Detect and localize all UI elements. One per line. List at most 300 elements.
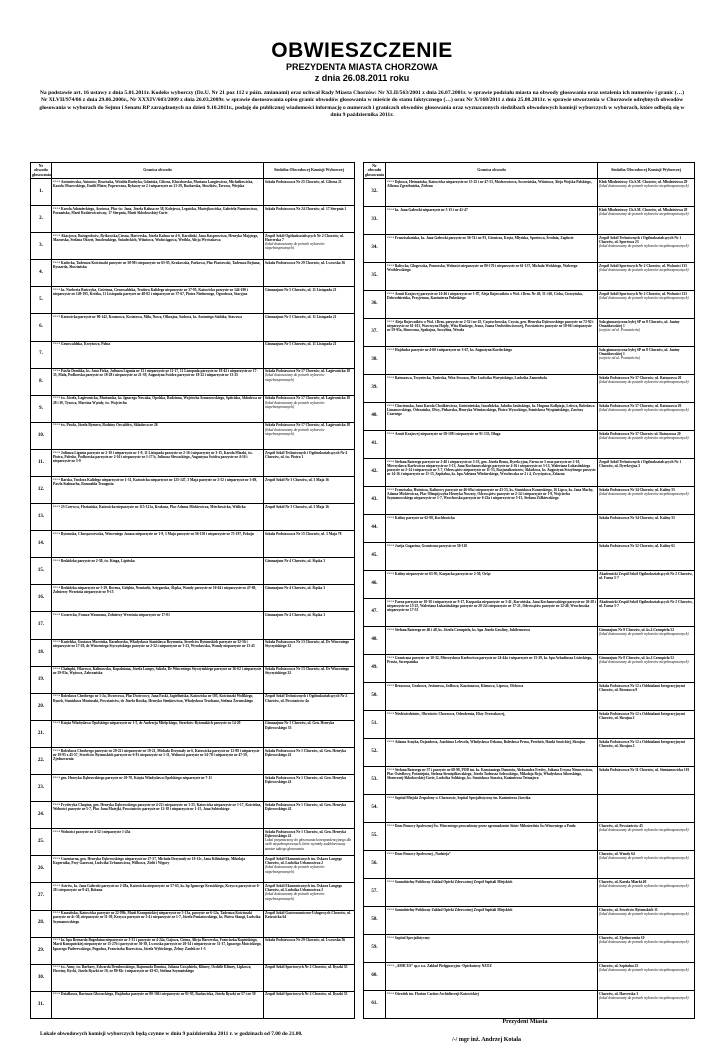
district-boundary-text: Astrów, ks. Jana Gałeczki parzyste nr 2-28a, Katowicka nieparzyste nr 57-65, ks. bp Ignacego Krasickiego, Krzywa parzyste nr 6-28 i nieparzyste nr 9-43, Różana <box>53 884 260 893</box>
district-number: 3. <box>31 233 52 260</box>
district-boundary-cell <box>386 794 598 822</box>
accessibility-note: (lokal dostosowany do potrzeb wyborców niepełnosprawnych) <box>599 295 689 300</box>
district-boundary-text: Wolności parzyste nr 4-52 i nieparzyste 1-45a <box>60 829 131 834</box>
commission-seat-cell <box>264 314 355 341</box>
district-boundary-cell <box>386 934 598 962</box>
table-row <box>31 368 355 395</box>
district-code: UL/C4 <box>53 206 60 210</box>
district-boundary-text: Bolesława Chrobrego nr 1-2a, Dworcowa, Plac Dwórcowy, Jana Faski, Jagiellońska, Katowicka nr 105, Kościuszki Wolfkiego, Rynek, Stanisława Moniuszki, Powstańców, dr Józefa Rostka, Henryka Sienkiewicza, Władysława Truchana, Stefana Żeromskiego <box>53 694 254 703</box>
district-code: UL/C4 <box>53 775 60 779</box>
district-code: UL/C4 <box>387 207 394 211</box>
commission-seat-cell <box>598 878 695 906</box>
district-code: UL/C4 <box>387 179 394 183</box>
district-code: UL/C4 <box>53 558 60 562</box>
district-boundary-text: Jurija Gagarina, Graniczna parzyste nr 50-110 <box>394 543 467 548</box>
commission-seat-cell <box>598 486 695 514</box>
district-boundary-cell <box>52 747 264 774</box>
header-district-number: Nr obwodu głosowania <box>365 162 384 177</box>
district-code: UL/C4 <box>53 802 60 806</box>
commission-seat-address: Zespół Szkół Technicznych i Ogólnokształcących Nr 2 Chorzów, ul. Powstańców 4a <box>265 694 348 703</box>
commission-seat-cell <box>264 558 355 585</box>
commission-seat-cell <box>598 570 695 598</box>
district-number: 35. <box>364 262 386 290</box>
commission-seat-address: Chorzów, ul. Strzelców Bytomskich 11 <box>599 907 658 912</box>
district-number: 28. <box>31 910 52 937</box>
district-boundary-text: ks. Norberta Bończyka, Gościnna, Grunwaldzka, Teodora Kalidego nieparzyste nr 37-95, Katowicka parzyste nr 144-190 i nieparzyste nr 149-195, Krótka, 11 Listopada parzyste nr 48-82 i nieparzyste nr 37-67, Piotra Niedurnego, Ogrodowa, Stacyjna <box>53 287 248 297</box>
district-number: 37. <box>364 318 386 346</box>
commission-seat-address: Chorzów, ul. Wandy 64 <box>599 851 635 856</box>
district-boundary-cell <box>386 206 598 234</box>
commission-seat-address: Zespół Szkół Sportowych Nr 2 Chorzów, ul. Wolności 133 <box>599 291 687 296</box>
accessibility-note: (lokal dostosowany do potrzeb wyborców niepełnosprawnych) <box>599 243 689 248</box>
table-row <box>364 402 695 430</box>
commission-seat-cell <box>264 395 355 422</box>
district-code: UL/C4 <box>53 315 60 319</box>
accessibility-note: (lokal dostosowany do potrzeb wyborców niepełnosprawnych) <box>599 911 689 916</box>
district-boundary-cell <box>386 318 598 346</box>
commission-seat-cell <box>264 964 355 991</box>
accessibility-note: (lokal dostosowany do potrzeb wyborców niepełnosprawnych) <box>265 427 325 436</box>
commission-seat-address: Szkoła Podstawowa Nr 13 Chorzów, ul. Dr Wincentego Styczyńskiego 32 <box>265 640 350 649</box>
commission-seat-address: Akademicki Zespół Szkół Ogólnokształcących Nr 2 Chorzów, ul. Farna 5-7 <box>599 571 693 580</box>
district-code: UL/C4 <box>387 263 394 267</box>
commission-seat-address: Szkoła Podstawowa Nr 37 Chorzów ul. Ratuszowa 20 <box>599 431 681 436</box>
district-boundary-text: Baltycka, Głogowska, Pomorska, Wolności nieparzyste nr 80-176 i nieparzyste nr 61-137, Michała Wolskiego, Walerego Wróblewskiego <box>387 263 578 272</box>
district-code: UL/C4 <box>53 260 60 264</box>
district-number: 12. <box>31 477 52 504</box>
district-boundary-text: Barska, Teodora Kalidego nieparzyste nr 1-31, Katowicka nieparzyste nr 125-147, 3 Maja parzyste nr 2-52 i nieparzyste nr 3-69, Pawła Stalmacha, Romualda Traugutta <box>53 477 258 486</box>
commission-seat-address: Chorzów, ul. Szpitalna 25 <box>599 963 639 968</box>
district-code: UL/C4 <box>53 179 60 183</box>
district-number: 61. <box>364 990 386 1018</box>
district-number: 54. <box>364 794 386 822</box>
district-boundary-cell <box>52 910 264 937</box>
commission-seat-address: Szkoła Podstawowa Nr 34 Chorzów, ul. Kaliny 55 <box>599 515 675 520</box>
accessibility-note: (lokal dostosowany do potrzeb wyborców niepełnosprawnych) <box>599 855 689 860</box>
table-row <box>364 990 695 1018</box>
district-code: UL/C4 <box>53 585 60 589</box>
accessibility-note: (lokal dostosowany do potrzeb wyborców niepełnosprawnych) <box>599 407 689 412</box>
accessibility-note: (lokal dostosowany do potrzeb wyborców niepełnosprawnych) <box>599 827 689 832</box>
commission-seat-cell <box>264 612 355 639</box>
table-row <box>364 178 695 206</box>
commission-seat-cell <box>598 234 695 262</box>
district-number: 58. <box>364 906 386 934</box>
commission-seat-address: Szkoła Podstawowa Nr 37 Chorzów, ul. Ratuszowa 20 <box>599 375 682 380</box>
accessibility-note: (wejście od ul. Powstańców) <box>599 327 641 332</box>
district-boundary-cell <box>52 477 264 504</box>
district-code: UL/C4 <box>53 884 60 887</box>
district-number: 11. <box>31 449 52 476</box>
commission-seat-cell <box>598 402 695 430</box>
district-boundary-cell <box>52 178 264 205</box>
district-number: 49. <box>364 654 386 682</box>
district-code: UL/C4 <box>53 369 60 373</box>
table-row <box>364 262 695 290</box>
district-boundary-cell <box>386 346 598 374</box>
commission-seat-address: Chorzów, ul. Powstańców 45 <box>599 823 643 828</box>
commission-seat-cell <box>264 775 355 802</box>
district-code: UL/C4 <box>387 291 394 295</box>
district-code: UL/C4 <box>53 694 60 698</box>
commission-seat-address: Gimnazjum Nr 5 Chorzów, ul. 11 Listopada 21 <box>265 315 337 320</box>
districts-table-right <box>363 162 695 1019</box>
commission-seat-cell <box>264 287 355 314</box>
district-boundary-cell <box>386 906 598 934</box>
district-boundary-cell <box>52 639 264 666</box>
district-number: 22. <box>31 747 52 774</box>
district-boundary-text: Dom Pomocy Społecznej „Nadzieja” <box>394 851 451 856</box>
district-boundary-text: Stefana Batorego parzyste nr 2-40 i nieparzyste nr 3-33, gen. Józefa Bema, Dyrekcyjna, Farna nr 3 oraz parzyste nr 2-10, Mieczysława Karłowicza nieparzyste nr 3-13, Jana Kochanowskiego parzyste nr 4-16 i nieparzyste nr 3-13, Waleriana Łukasińskiego parzyste nr 2-14 i nieparzyste nr 3-7, Odrowążów nieparzyste nr 11-53, Racjonalizatorów, Składowa, ks. Augustyna Strzybnego parzyste nr 14-16 i nieparzyste nr 11-15, Szpitalna, ks. bpa Adriana Włodarskiego, Wrocławska nr 2 i 4, Zwycięstwa, Żelazna <box>387 459 596 477</box>
commission-seat-cell <box>264 206 355 233</box>
district-boundary-text: Kaliny parzyste nr 62-98, Kochłowicka <box>394 515 455 520</box>
commission-seat-cell <box>598 962 695 990</box>
commission-seat-cell <box>264 937 355 964</box>
district-boundary-cell <box>386 962 598 990</box>
district-boundary-cell <box>386 654 598 682</box>
district-number: 14. <box>31 531 52 558</box>
district-number: 17. <box>31 612 52 639</box>
district-number: 8. <box>31 368 52 395</box>
district-boundary-cell <box>386 850 598 878</box>
commission-seat-cell <box>598 766 695 794</box>
commission-seat-cell <box>598 542 695 570</box>
district-boundary-text: Farna parzyste nr 18-30 i nieparzyste nr 9-17, Karpacka nieparzyste nr 3-41, Karwińska, Jana Kochanowskiego parzyste nr 26-28 i nieparzyste nr 15-25, Walerianа Łukasińskiego parzyste nr 20-24 i nieparzyste nr 17-21, Odrowążów parzyste nr 12-40, Wrocławska nieparzyste nr 17-53 <box>387 599 596 612</box>
district-code: UL/C4 <box>53 911 60 915</box>
district-code: UL/C4 <box>53 748 60 752</box>
district-boundary-text: Karola Adamieckiego, Azotowa, Plac św. Jana, Józefa Kalusa nr 38, Kolejowa, Legnicka, Maciejkowicka, Gabriela Narutowicza, Poznańska, Marii Rodziewiczówny, 17 Sierpnia, Marii Skłodowskiej-Curie <box>53 206 258 215</box>
district-boundary-cell <box>52 883 264 910</box>
district-number: 30. <box>31 964 52 991</box>
commission-seat-cell <box>598 822 695 850</box>
commission-seat-cell <box>264 477 355 504</box>
district-code: UL/C4 <box>53 856 60 860</box>
table-row <box>31 612 355 639</box>
district-code: UL/C4 <box>387 403 394 407</box>
commission-seat-cell <box>598 206 695 234</box>
table-row <box>31 720 355 747</box>
commission-seat-cell <box>264 504 355 531</box>
table-row <box>364 878 695 906</box>
commission-seat-cell <box>598 626 695 654</box>
district-boundary-text: Szpital Miejski Zespolony w Chorzowie, Szpital Specjalistyczny im. Kazimierza Józwika <box>394 795 531 800</box>
document-date: z dnia 26.08.2011 roku <box>314 73 410 83</box>
district-boundary-text: Kaszubska, Katowicka parzyste nr 22-80b, Marii Konopnickiej nieparzyste nr 5-13a, parzyste nr 6-12a, Tadeusza Kościuszki parzyste nr 4c-30, nieparzyste nr 11-39, Krzywa parzyste nr 2-4 i nieparzyste nr 1-7, Józefa Poniatowskiego, ks. Piotra Skargi, Ludwika Szymanowskiego <box>53 911 261 924</box>
commission-seat-address: Zespół Szkół Nr 3 Chorzów, ul. 3 Maja 16 <box>265 477 329 482</box>
district-number: 40. <box>364 402 386 430</box>
district-boundary-text: św. Anny, św. Barbary, Edwarda Dembowskiego, Rajmunda Domina, Juliana Grządziela, Klimey, Ozdolle Klimey, Lipkowa, Hoceiny, Rycki, Józefa Ryszki nr 10, nr 80-82c i nieparzyste nr 63-65, Stefana Szymańskiego <box>53 965 252 974</box>
district-boundary-text: Kaliny nieparzyste nr 63-95, Karpacka parzyste nr 2-50, Orląt <box>394 571 491 576</box>
commission-seat-address: Gimnazjum Nr 8 Chorzów, ul. ks.J.Czempiela 52 <box>599 627 674 632</box>
district-number: 36. <box>364 290 386 318</box>
table-row <box>31 585 355 612</box>
district-code: UL/C4 <box>53 721 60 725</box>
commission-seat-cell <box>264 585 355 612</box>
district-code: UL/C4 <box>387 963 394 967</box>
commission-seat-cell <box>264 233 355 260</box>
district-boundary-text: Brzozowa, Grabowa, Jesionowa, Jodłowa, Kasztanowa, Klonowa, Lipowa, Olchowa <box>394 683 524 688</box>
district-boundary-text: Armii Krajowej parzyste nr 16-46 i nieparzyste nr 1-87, Aleja Bojowników o Wol. i Dem. Nr 49, 51 i 60, Cicha, Cieszyńska, Dobrodzieńska, Przyjemna, Kazimierza Pułaskiego <box>387 291 583 300</box>
table-row <box>31 504 355 531</box>
district-boundary-cell <box>386 738 598 766</box>
district-boundary-cell <box>52 775 264 802</box>
table-row <box>364 542 695 570</box>
district-boundary-cell <box>52 558 264 585</box>
commission-seat-address: Szkoła Podstawowa Nr 29 Chorzów, ul. Lwowska 36 <box>265 938 346 943</box>
commission-seat-address: Szkoła Podstawowa Nr 12 z Oddziałami Integracyjnymi Chorzów, ul. Skrajna 2 <box>599 739 685 748</box>
commission-seat-cell <box>598 178 695 206</box>
district-number: 1. <box>31 178 52 205</box>
district-boundary-text: Bolesława Chrobrego parzyste nr 20-22 i nieparzyste nr 19-21, Michała Drzymały nr 6, Katowicka parzyste nr 12-88 i nieparzyste nr 19-95 z 45-57, Strzelców Bytomskich parzyste nr 6-8 i nieparzyste nr 1-11, Wolności parzyste nr 54-78 i nieparzyste nr 47-59, Zjednoczenia <box>53 748 260 761</box>
signature: /-/ mgr inż. Andrzej Kotala <box>452 1037 522 1043</box>
district-code: UL/C4 <box>387 851 394 855</box>
document-title: OBWIESZCZENIE <box>271 39 453 62</box>
commission-seat-address: Gimnazjum Nr 4 Chorzów, ul. Śląska 3 <box>265 585 326 590</box>
district-boundary-text: Juliusza Ligonia parzyste nr 2-10 i nieparzyste nr 1-9, 11 Listopada parzyste nr 2-16 i nieparzyste nr 3-15, Karola Miarki, św. Piotra, Polesko, Podhorska parzyste nr 2-16 i nieparzyste nr 1-17 b, Juliusza Słowackiego, Augustyna Świdra parzyste nr 4-16 i nieparzyste nr 3-9 <box>53 450 253 463</box>
commission-seat-cell <box>264 747 355 774</box>
district-boundary-text: Niedźwiedziniec, Obrońców Chorzowa, Odrodzenia, Elizy Orzeszkowej, <box>394 711 506 716</box>
table-row <box>31 531 355 558</box>
commission-seat-cell <box>264 260 355 287</box>
district-boundary-text: św. Pawła, Józefa Rymera, Rodziny Oswaldów, Składowa nr 26 <box>60 423 158 428</box>
district-boundary-text: Franciszka, Hutnicza, Kalinowy parzyste nr 46-60a i nieparzyste nr 43-53, ks. Stanisława Konarskiego, 16 Lipca, ks. Jana Machy, Adama Mickiewicza, Plac Olimpijczyka Henryka Nowary, Odrowążów parzyste nr 2-14 i nieparzyste nr 1-9, Wojciecha Szymanowskiego nieparzyste nr 1-7, Wrocławska parzyste nr 6-22a i nieparzyste nr 5-13, Stefana Żółkiewskiego <box>387 487 594 500</box>
accessibility-note: (lokal dostosowany do potrzeb wyborców niepełnosprawnych) <box>599 995 689 1000</box>
district-code: UL/C4 <box>387 627 394 631</box>
commission-seat-cell <box>264 883 355 910</box>
commission-seat-address: Szkoła Podstawowa Nr 34 Chorzów, ul. Kaliny 55 <box>599 487 675 492</box>
commission-seat-address: Szkoła Podstawowa Nr 37 Chorzów, ul. Ratuszowa 20 <box>599 403 682 408</box>
commission-seat-address: Zespół Szkół Technicznych i Ogólnokształcących Nr 4 Chorzów, ul. św. Piotra 1 <box>265 450 348 459</box>
district-boundary-cell <box>386 234 598 262</box>
district-boundary-cell <box>386 486 598 514</box>
district-boundary-text: Graniczna parzyste nr 10-32, Mieczysława Karłowicza parzyste nr 24-44a i nieparzyste nr 15-29, ks. bpa Arkadiusza Lisieckiego, Prosta, Szczepańska <box>387 655 593 664</box>
accessibility-note: (lokal dostosowany do potrzeb wyborców niepełnosprawnych) <box>599 267 689 272</box>
table-row <box>364 822 695 850</box>
district-boundary-text: Szpital Specjalistyczny <box>394 935 430 940</box>
districts-table-left <box>30 162 355 1019</box>
table-row <box>364 206 695 234</box>
table-row <box>31 477 355 504</box>
district-boundary-text: Hajducka parzyste nr 4-60 i nieparzyste nr 3-67, ks. Augustyna Kordeckiego <box>394 347 512 352</box>
district-code: UL/C4 <box>53 965 60 969</box>
commission-seat-address: Szkoła Podstawowa Nr 17 Chorzów, ul. Łagiewnicka 18 <box>265 396 351 401</box>
table-row <box>31 829 355 856</box>
district-code: UL/C4 <box>53 396 60 400</box>
table-row <box>364 934 695 962</box>
district-number: 48. <box>364 626 386 654</box>
accessibility-note: (lokal dostosowany do potrzeb wyborców niepełnosprawnych) <box>599 211 689 216</box>
commission-seat-address: Szkoła Podstawowa Nr 1 Chorzów, ul. Gen. Henryka Dąbrowskiego 41 <box>265 775 346 784</box>
district-code: UL/C4 <box>387 655 394 659</box>
district-boundary-cell <box>52 856 264 883</box>
district-number: 47. <box>364 598 386 626</box>
table-row <box>31 341 355 368</box>
district-boundary-text: Działkowa, Bartosza Głowackiego, Hajducka parzyste nr 80-104 i nieparzyste nr 91-95, Racławicka, Józefa Ryszki nr 57 i nr 59 <box>60 992 256 997</box>
commission-seat-address: Zespół Szkół Sportowych Nr 2 Chorzów, ul. Ryszki 55 <box>265 965 348 970</box>
district-code: UL/C4 <box>53 992 60 996</box>
accessibility-note: (lokal dostosowany do potrzeb wyborców niepełnosprawnych) <box>265 892 325 901</box>
district-code: UL/C4 <box>387 767 394 771</box>
commission-seat-address: Sala gimnastyczna byłej SP nr 8 Chorzów, ul. Janiny Omańkowskiej 1 <box>599 319 680 328</box>
district-boundary-cell <box>386 710 598 738</box>
table-row <box>31 639 355 666</box>
district-boundary-text: Cmentarna, gen. Henryka Dąbrowskiego nieparzyste nr 27-57, Michała Drzymały nr 10-12c, Jana Kilińskiego, Mikołaja Kopernika, Przy Gazowni, Ludwika Urbanowicza, Wilhowa, Zielii i Wigory <box>53 856 245 866</box>
district-code: UL/C4 <box>387 823 394 827</box>
district-boundary-cell <box>52 720 264 747</box>
district-number: 59. <box>364 934 386 962</box>
district-code: UL/C4 <box>387 991 394 995</box>
commission-seat-address: Szkoła Podstawowa Nr 29 Chorzów, ul. Lwowska 36 <box>265 260 346 265</box>
table-row <box>31 802 355 829</box>
district-number: 56. <box>364 850 386 878</box>
district-boundary-cell <box>52 991 264 1018</box>
district-code: UL/C4 <box>387 711 394 715</box>
district-number: 41. <box>364 430 386 458</box>
document-subtitle: PREZYDENTA MIASTA CHORZOWA <box>286 62 438 72</box>
district-boundary-text: ks. bpa Bernarda Bogedaina nieparzyste nr 3-31 i parzyste nr 4-24a, Gajowa, Górna, Alicja Harcerska, Franciszka Kopińskiego, Marii Konopnickiej nieparzyste nr 15-27b i parzyste nr 30-38, Lwowska parzyste nr 20-34 i nieparzyste nr 31-37, Ignacego Mościckiego, Ignacego Paderewskiego, Pugodna, Franciszka Rozewicza, Józefa Wybickiego, Żelmy Zaulek nr 1-3 <box>53 938 262 951</box>
district-boundary-text: Ośrodek im. Florian Caritas Archidiecezji Katowickiej <box>394 991 479 996</box>
district-boundary-cell <box>52 693 264 720</box>
opening-hours-note: Lokale obwodowych komisji wyborczych będą czynne w dniu 9 października 2011 r. w godzinach od 7.00 do 21.00. <box>40 1031 303 1037</box>
table-row <box>364 850 695 878</box>
district-code: UL/C4 <box>53 640 60 644</box>
commission-seat-address: Szkoła Podstawowa Nr 25 Chorzów, ul. Gliwna 21 <box>265 179 342 184</box>
accessibility-note: (lokal dostosowany do potrzeb wyborców niepełnosprawnych) <box>599 631 689 636</box>
commission-seat-address: Gimnazjum Nr 5 Chorzów, ul. 11 Listopada 21 <box>265 342 337 347</box>
district-boundary-cell <box>52 829 264 856</box>
district-number: 21. <box>31 720 52 747</box>
district-boundary-text: Dębowa, Hetmańska, Katowicka nieparzyste nr 15-25 i nr 47-53, Modrzewiowa, Szczecińska, Wiśniowa, Aleja Wojska Polskiego, Alfonsa Zgrzebnioka, Zielona <box>387 179 592 188</box>
commission-seat-address: Gimnazjum Nr 1 Chorzów, ul. Gen. Henryka Dąbrowskiego 33 <box>265 721 335 730</box>
district-boundary-text: Akacjowa, Bożogrobców, Bytkowska,Ciesna, Harcerska, Józefa Kalusa nr 4-6, Karolinki, Jana Kasprowicza, Henryka Majętego, Mazurska, Stefana Okrzei, Smolenskiego, Śniadeckich, Wiśniowa, Wodociągowa, Wróbla, Alicja Wyciszkowa <box>53 233 259 242</box>
commission-seat-cell <box>598 346 695 374</box>
district-code: UL/C4 <box>387 739 394 743</box>
district-number: 57. <box>364 878 386 906</box>
table-row <box>364 906 695 934</box>
commission-seat-cell <box>598 710 695 738</box>
commission-seat-address: Chorzów, ul. Harcerska 3 <box>599 991 639 996</box>
commission-seat-address: Zespół Szkół Nr 3 Chorzów, ul. 3 Maja 16 <box>265 504 329 509</box>
table-row <box>31 449 355 476</box>
commission-seat-cell <box>264 368 355 395</box>
commission-seat-cell <box>598 906 695 934</box>
commission-seat-address: Szkoła Podstawowa Nr 17 Chorzów, ul. Łagiewnicka 18 <box>265 369 351 374</box>
table-row <box>31 260 355 287</box>
district-code: UL/C4 <box>387 879 394 883</box>
commission-seat-cell <box>598 262 695 290</box>
district-number: 27. <box>31 883 52 910</box>
table-row <box>364 682 695 710</box>
commission-seat-address: Zespół Szkół Gastronomiczno-Usługowych Chorzów, ul. Katowicka 64 <box>265 911 351 920</box>
district-boundary-cell <box>386 458 598 486</box>
district-boundary-text: św. Józefa, Łagiewnicka, Marianska, ks. Ignacego Nowaka, Opolska, Rodzinna, Wojciecha Szmarowskiego, Spiściska, Skłodowa nr 28 i 30, Tyzowa, Marcina Wątuły, św. Wojciecha <box>53 396 262 405</box>
district-boundary-text: Adama Asnyka, Dojazdowa, Joachima Lelewela, Władysława Orkana, Bolesława Prusa, Przelotń, Hanki Sawickiej, Skrajna <box>394 739 585 744</box>
commission-seat-address: Sala gimnastyczna byłej SP nr 8 Chorzów, ul. Janiny Omańkowskiej 1 <box>599 347 680 356</box>
table-row <box>364 598 695 626</box>
table-row <box>364 654 695 682</box>
commission-seat-address: Zespół Szkół Ekonomicznych im. Oskara Langego Chorzów, ul. Ludwika Urbanowicza 2 <box>265 884 343 893</box>
district-number: 23. <box>31 775 52 802</box>
district-code: UL/C4 <box>387 487 394 491</box>
commission-seat-cell <box>264 666 355 693</box>
table-row <box>364 710 695 738</box>
commission-seat-cell <box>264 639 355 666</box>
commission-seat-address: Chorzów, ul. Zjednoczenia 10 <box>599 935 645 940</box>
district-boundary-cell <box>386 570 598 598</box>
accessibility-note: (lokal dostosowany do potrzeb wyborców niepełnosprawnych) <box>265 242 325 251</box>
district-boundary-cell <box>386 626 598 654</box>
district-boundary-text: Aleja Bojowników o Wol. i Dem. parzyste nr 2-52 i nr 45, Częstochowska, Czysta, gen. Henryka Dąbrowskiego parzyste nr 72-92 i nieparzyste nr 61-101, Wawrzyna Hajdy, Wita Hankego, Jesna, Juana Ondwidowiczowej, Powstańców parzyste nr 50-66 i nieparzyste nr 59-95a, Słoneczna, Spokojna, Szczylina, Wesoła <box>387 319 594 332</box>
district-boundary-text: Bytomska, Chrząszczewska, Wincentego Janasa nieparzyste nr 1-9, 3 Maja parzyste nr 56-158 i nieparzyste nr 75-197, Pokoju <box>60 531 254 536</box>
table-row <box>31 395 355 422</box>
district-number: 53. <box>364 766 386 794</box>
district-boundary-text: Beskidzka parzyste nr 2-38, św. Kinga, Lipińska <box>60 558 135 563</box>
district-code: UL/C4 <box>387 599 394 603</box>
district-number: 25. <box>31 829 52 856</box>
district-boundary-cell <box>386 822 598 850</box>
districts-tables <box>30 162 694 1014</box>
header-commission-seat: Siedziba Obwodowej Komisji Wyborczej <box>598 163 695 179</box>
district-code: UL/C4 <box>53 829 60 833</box>
district-boundary-cell <box>386 542 598 570</box>
district-boundary-cell <box>386 262 598 290</box>
commission-seat-address: Szkoła Podstawowa Nr 17 Chorzów, ul. Łagiewnicka 18 <box>265 423 351 428</box>
district-number: 20. <box>31 693 52 720</box>
district-boundary-text: Grunwaldzka, Krzyżowa, Polna <box>60 342 111 347</box>
commission-seat-cell <box>598 514 695 542</box>
district-boundary-cell <box>52 504 264 531</box>
district-boundary-text: ks. Jana Gałeczki nieparzyste nr 5-15 i nr 41-47 <box>394 207 468 212</box>
header-commission-seat: Siedziba Obwodowej Komisji Wyborczej <box>264 163 355 179</box>
commission-seat-cell <box>598 458 695 486</box>
district-boundary-cell <box>52 666 264 693</box>
table-row <box>31 287 355 314</box>
district-boundary-text: „AMICUS” sp.z o.o. Zakład Pielęgnacyjno -Opiekuńczy NZOZ <box>394 963 492 968</box>
accessibility-note: (lokal dostosowany do potrzeb wyborców niepełnosprawnych) <box>265 373 325 382</box>
district-number: 29. <box>31 937 52 964</box>
district-code: UL/C4 <box>387 571 394 575</box>
table-row <box>31 775 355 802</box>
commission-seat-cell <box>598 430 695 458</box>
district-number: 38. <box>364 346 386 374</box>
district-number: 7. <box>31 341 52 368</box>
district-boundary-text: Chociemska, Jana Karola Chodkiewicza, Gnieźnieńska, Inwalidzka, Jakuba Jasińskiego, ks. Hugona Kołłątaja, Lelewa, Bolesława Limanowskiego, Odrzańska, Olwy, Piekarska, Henryka Wieniawskiego, Piotra Wysockiego, Stanisława Wyspiańskiego, Zawiszy Czarnego <box>387 403 595 416</box>
commission-seat-address: Szkoła Podstawowa Nr 1 Chorzów, ul. Gen. Henryka Dąbrowskiego 41 <box>265 829 346 839</box>
district-boundary-text: Dom Pomocy Społecznej Św. Wincentego prowadzony przez zgromadzenie Sióstr Miłosierdzia Św.Wincentego a Paulo <box>394 823 576 828</box>
district-number: 50. <box>364 682 386 710</box>
district-boundary-text: 23 Czerwca, Floriańska, Katowicka nieparzyste nr 115-121a, Krakusa, Plac Adama Mickiewicza, Miechowicka, Wiślicka <box>60 504 246 509</box>
accessibility-note: (lokal dostosowany do potrzeb wyborców niepełnosprawnych) <box>599 183 689 188</box>
district-number: 39. <box>364 374 386 402</box>
table-header-row <box>31 163 355 179</box>
commission-seat-address: Zespół Szkół Sportowych Nr 2 Chorzów, ul. Ryszki 55 <box>265 992 348 997</box>
legal-basis-paragraph: Na podstawie art. 16 ustawy z dnia 5.01.2011r. Kodeks wyborczy (Dz.U. Nr 21 poz 112 z późn. zmianami) oraz uchwał Rady Miasta Chorzów: Nr XLII/563/2001 z dnia 26.07.2001r. w sprawie podziału miasta na obwody głosowania oraz ustalenia ich numerów i granic (…) Nr XLVII/974/06 z dnia 29.06.2006r., Nr XXXIV/603/2009 z dnia 26.03.2009r. w sprawie dostosowania opisu granic obwodów głosowania w mieście do stanu faktycznego (…) oraz Nr X/168/2011 z dnia 25.08.2011r. w sprawie utworzenia w Chorzowie odrębnych obwodów głosowania w wyborach do Sejmu i Senatu RP zarządzonych na dzień 9.10.2011r., podaję do publicznej wiadomości informację o numerach i granicach obwodów głosowania oraz wyznaczonych siedzibach obwodowych komisji wyborczych w wyborach, które odbędą się w dniu 9 października 2011r. <box>39 90 685 119</box>
table-row <box>31 747 355 774</box>
district-number: 24. <box>31 802 52 829</box>
table-row <box>364 514 695 542</box>
district-boundary-cell <box>52 206 264 233</box>
table-row <box>31 558 355 585</box>
commission-seat-address: Gimnazjum Nr 4 Chorzów, ul. Śląska 3 <box>265 558 326 563</box>
commission-seat-address: Klub Młodzieżowy Ch.S.M. Chorzów, ul. Młodzieżowa 29 <box>599 207 688 212</box>
district-code: UL/C4 <box>53 233 60 237</box>
table-row <box>31 422 355 449</box>
district-boundary-text: Samodzielny Publiczny Zakład Opieki Zdrowotnej Zespół Szpitali Miejskich <box>394 907 513 912</box>
district-boundary-text: Franciszkańska, ks. Jana Gałeczki parzyste nr 36-74 i nr 93, Górnicza, Kręta, Młyńska, Sportowa, Środnia, Zapłocie <box>394 235 574 240</box>
district-boundary-cell <box>52 314 264 341</box>
table-row <box>364 486 695 514</box>
header-district-boundary: Granica obwodu <box>52 163 264 179</box>
